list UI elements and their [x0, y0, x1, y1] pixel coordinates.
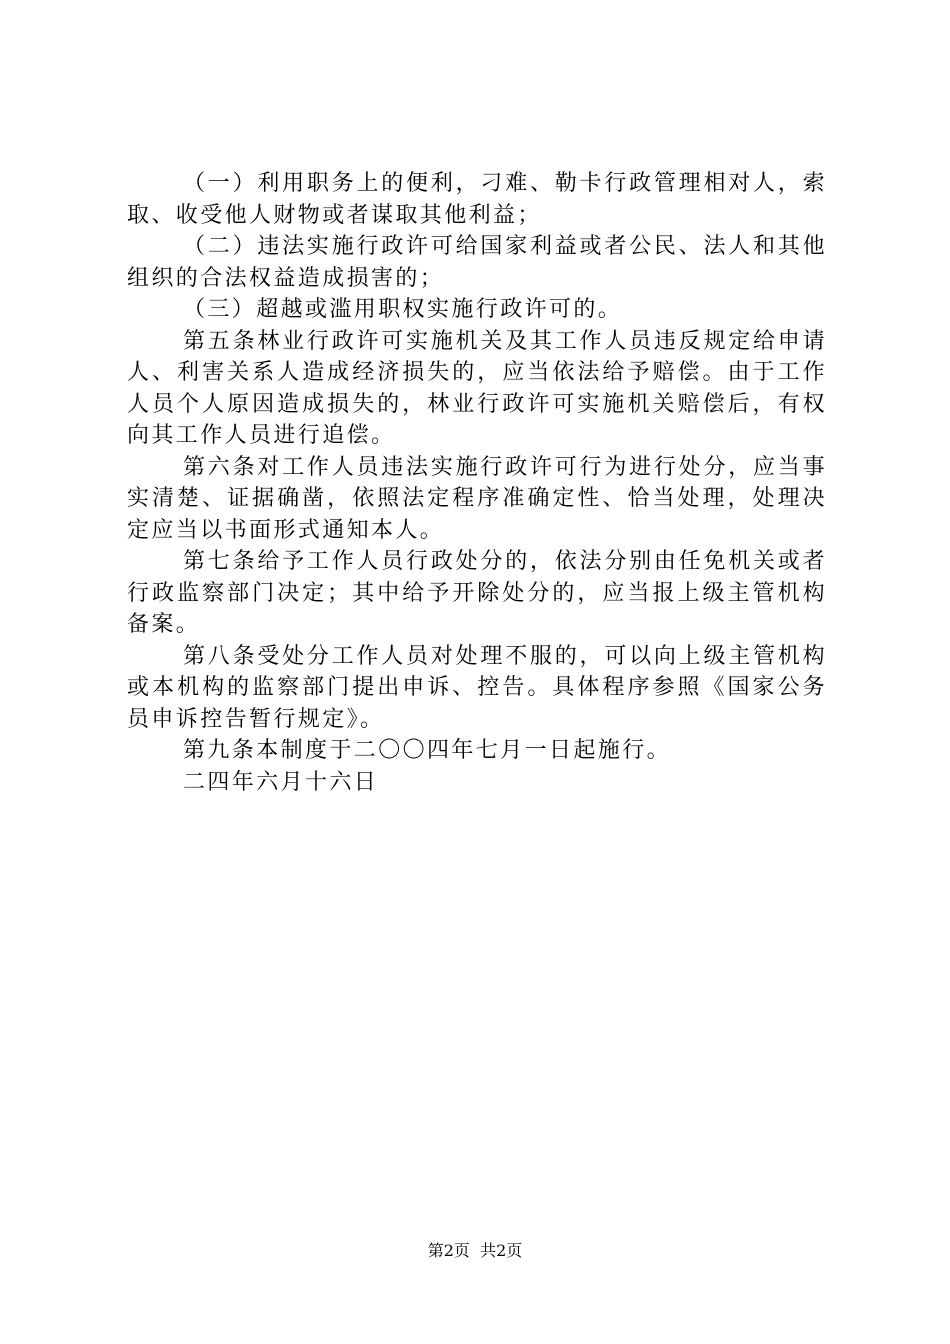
paragraph-item-2: （二）违法实施行政许可给国家利益或者公民、法人和其他组织的合法权益造成损害的；: [127, 234, 827, 291]
document-body: [127, 168, 827, 798]
page-number-label: 第2页 共2页: [427, 1241, 523, 1260]
paragraph-article-5: 第五条林业行政许可实施机关及其工作人员违反规定给申请人、利害关系人造成经济损失的，应当依法给予赔偿。由于工作人员个人原因造成损失的，林业行政许可实施机关赔偿后，有权向其工作人员进行追偿。: [127, 328, 827, 448]
paragraph-article-9: 第九条本制度于二〇〇四年七月一日起施行。: [183, 738, 672, 763]
page-footer: [0, 1241, 950, 1261]
paragraph-article-8: 第八条受处分工作人员对处理不服的，可以向上级主管机构或本机构的监察部门提出申诉、控告。具体程序参照《国家公务员申诉控告暂行规定》。: [127, 643, 827, 732]
paragraph-article-6: 第六条对工作人员违法实施行政许可行为进行处分，应当事实清楚、证据确凿，依照法定程序准确定性、恰当处理，处理决定应当以书面形式通知本人。: [127, 454, 827, 543]
paragraph-article-7: 第七条给予工作人员行政处分的，依法分别由任免机关或者行政监察部门决定；其中给予开除处分的，应当报上级主管机构备案。: [127, 549, 827, 637]
document-date: 二四年六月十六日: [183, 769, 379, 795]
paragraph-item-3: （三）超越或滥用职权实施行政许可的。: [183, 297, 623, 322]
paragraph-item-1: （一）利用职务上的便利，刁难、勒卡行政管理相对人，索取、收受他人财物或者谋取其他利益；: [127, 171, 827, 228]
